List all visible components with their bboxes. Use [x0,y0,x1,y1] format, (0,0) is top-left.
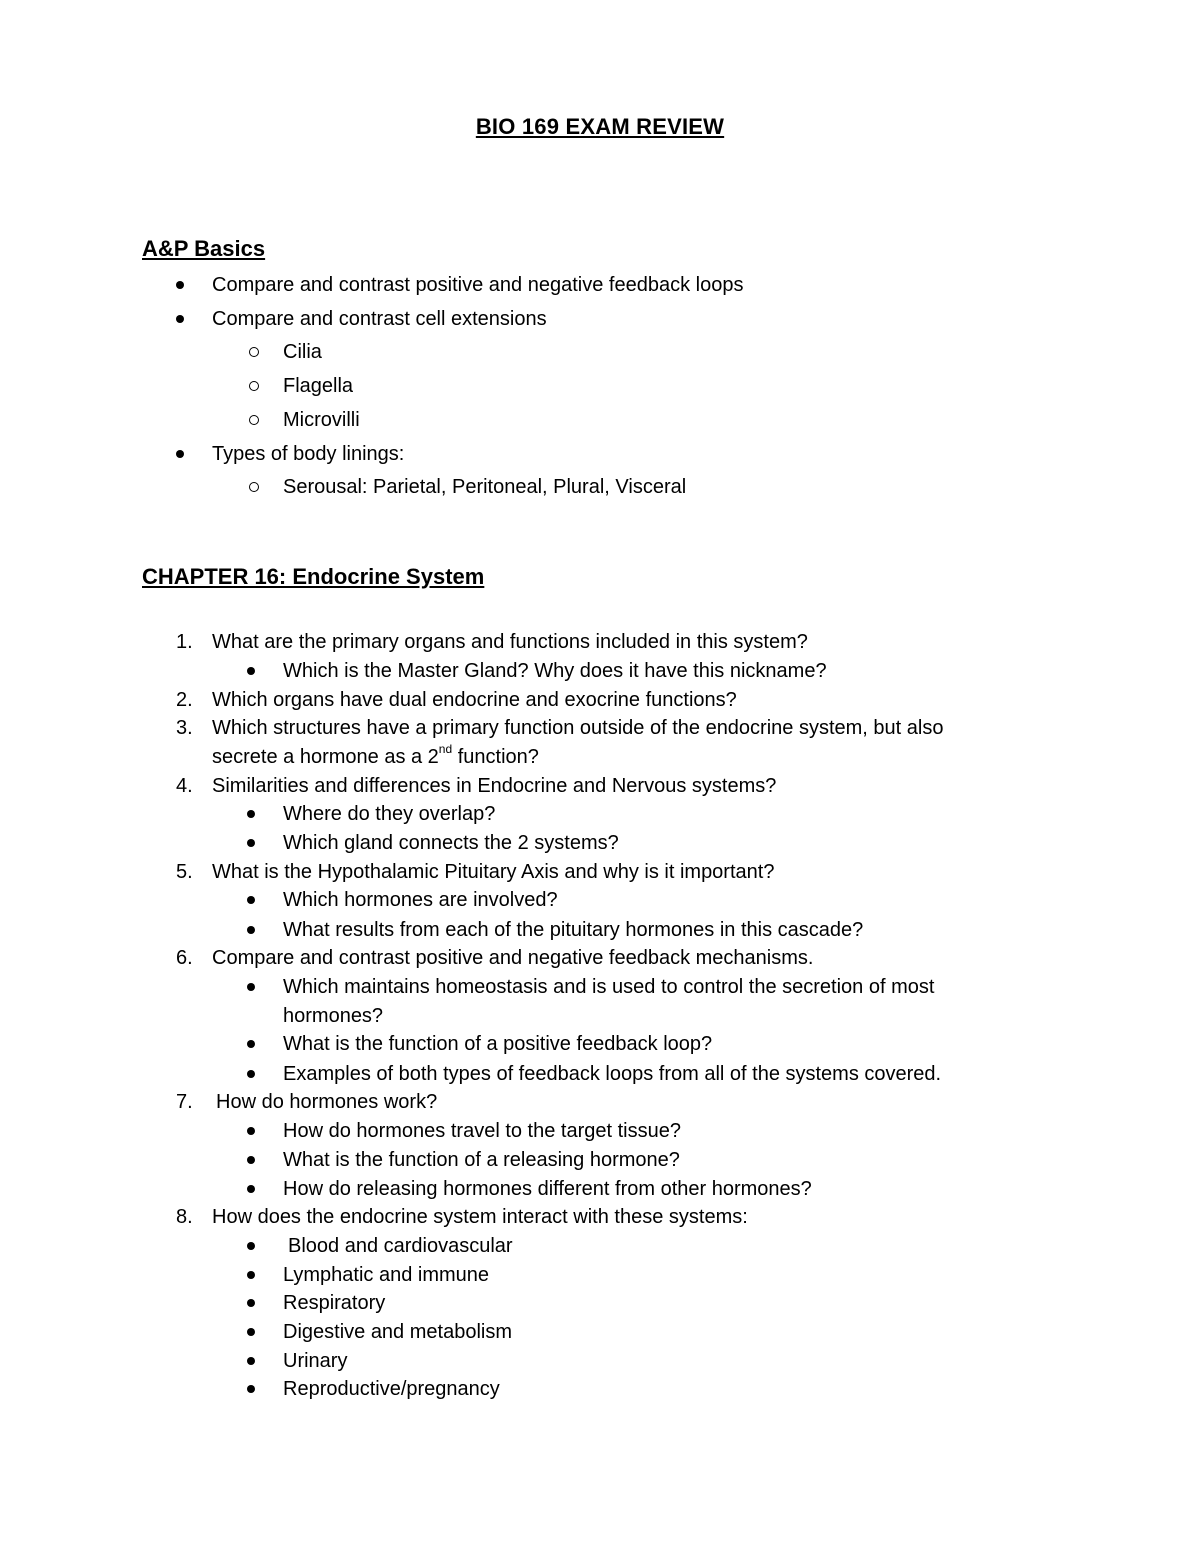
list-number: 4. [176,775,193,797]
list-number: 3. [176,717,193,739]
question-4: Similarities and differences in Endocrine and Nervous systems? [212,775,777,797]
list-number: 8. [176,1206,193,1228]
bullet-icon [247,839,255,847]
list-item: Reproductive/pregnancy [283,1378,500,1400]
list-item: Lymphatic and immune [283,1264,490,1286]
bullet-icon [176,315,184,323]
question-3-text-end: function? [452,746,539,768]
question-3-text: secrete a hormone as a 2 [212,746,439,768]
bullet-icon [247,1299,255,1307]
list-item: Compare and contrast positive and negative feedback loops [212,274,744,296]
bullet-icon [247,1328,255,1336]
circle-bullet-icon [249,381,259,391]
list-item: Microvilli [283,409,360,431]
circle-bullet-icon [249,482,259,492]
list-item: Serousal: Parietal, Peritoneal, Plural, Visceral [283,476,687,498]
bullet-icon [247,810,255,818]
list-number: 6. [176,947,193,969]
list-item: What is the function of a releasing hormone? [283,1149,680,1171]
bullet-icon [176,450,184,458]
section-heading-chapter-16: CHAPTER 16: Endocrine System [142,564,485,589]
circle-bullet-icon [249,347,259,357]
bullet-icon [247,667,255,675]
question-7: How do hormones work? [216,1091,438,1113]
question-6: Compare and contrast positive and negative feedback mechanisms. [212,947,814,969]
bullet-icon [247,1357,255,1365]
list-item: What is the function of a positive feedback loop? [283,1033,713,1055]
list-item: Which gland connects the 2 systems? [283,832,619,854]
question-8: How does the endocrine system interact with these systems: [212,1206,748,1228]
question-5: What is the Hypothalamic Pituitary Axis and why is it important? [212,861,775,883]
list-item-continued: hormones? [283,1005,384,1027]
question-3-continued [212,742,539,769]
page-title: BIO 169 EXAM REVIEW [475,114,725,139]
list-item: Flagella [283,375,354,397]
bullet-icon [247,1156,255,1164]
list-item: Compare and contrast cell extensions [212,308,547,330]
list-item: Which maintains homeostasis and is used to control the secretion of most [283,976,935,998]
list-item: Urinary [283,1350,348,1372]
list-item: Examples of both types of feedback loops from all of the systems covered. [283,1063,942,1085]
list-item: Blood and cardiovascular [288,1235,513,1257]
list-item: Digestive and metabolism [283,1321,512,1343]
bullet-icon [247,1040,255,1048]
bullet-icon [247,1070,255,1078]
bullet-icon [247,1185,255,1193]
bullet-icon [247,983,255,991]
list-item: Types of body linings: [212,443,405,465]
bullet-icon [247,1385,255,1393]
list-item: Respiratory [283,1292,386,1314]
circle-bullet-icon [249,415,259,425]
bullet-icon [247,926,255,934]
question-1: What are the primary organs and functions included in this system? [212,631,808,653]
bullet-icon [176,281,184,289]
list-number: 1. [176,631,193,653]
bullet-icon [247,1242,255,1250]
question-2: Which organs have dual endocrine and exocrine functions? [212,689,737,711]
list-number: 5. [176,861,193,883]
list-item: Cilia [283,341,322,363]
ordinal-superscript: nd [438,742,453,757]
list-number: 7. [176,1091,193,1113]
question-3: Which structures have a primary function outside of the endocrine system, but also [212,717,944,739]
bullet-icon [247,1127,255,1135]
bullet-icon [247,896,255,904]
list-item: How do hormones travel to the target tissue? [283,1120,681,1142]
section-heading-ap-basics: A&P Basics [142,236,266,261]
list-number: 2. [176,689,193,711]
list-item: Which hormones are involved? [283,889,558,911]
list-item: Which is the Master Gland? Why does it have this nickname? [283,660,827,682]
list-item: How do releasing hormones different from other hormones? [283,1178,812,1200]
bullet-icon [247,1271,255,1279]
list-item: What results from each of the pituitary hormones in this cascade? [283,919,864,941]
list-item: Where do they overlap? [283,803,496,825]
